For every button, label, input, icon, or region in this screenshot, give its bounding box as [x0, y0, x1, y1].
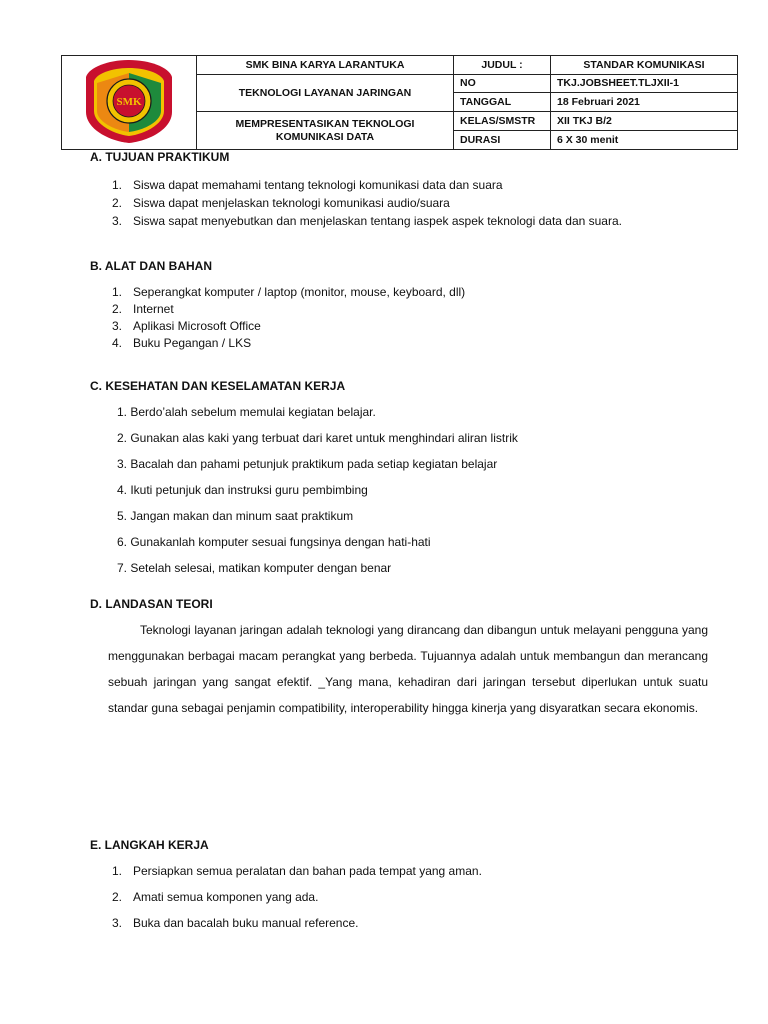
durasi-label: DURASI	[454, 131, 551, 150]
list-item: 4. Ikuti petunjuk dan instruksi guru pembimbing	[117, 483, 368, 497]
school-logo	[79, 57, 179, 145]
durasi-value: 6 X 30 menit	[551, 131, 738, 150]
section-c-title: C. KESEHATAN DAN KESELAMATAN KERJA	[90, 379, 346, 393]
section-b-list	[112, 284, 465, 352]
list-item: 3. Bacalah dan pahami petunjuk praktikum pada setiap kegiatan belajar	[117, 457, 498, 471]
no-value: TKJ.JOBSHEET.TLJXII-1	[551, 75, 738, 93]
list-item: 1. Seperangkat komputer / laptop (monitor, mouse, keyboard, dll)	[112, 285, 466, 299]
judul-value: STANDAR KOMUNIKASI	[551, 56, 738, 75]
kelas-value: XII TKJ B/2	[551, 112, 738, 131]
section-d-paragraph: Teknologi layanan jaringan adalah teknologi yang dirancang dan dibangun untuk melayani pengguna yang menggunakan berbagai macam perangkat yang berbeda. Tujuannya adalah untuk membangun dan merancang sebuah jaringan yang sangat efektif. _Yang mana, kehadiran dari jaringan tersebut diperlukan untuk suatu standar guna sebagai penjamin compatibility, interoperability hingga kinerja yang disyaratkan secara ekonomis.	[108, 623, 708, 715]
list-item: 1. Persiapkan semua peralatan dan bahan pada tempat yang aman.	[112, 864, 482, 878]
list-item: 3. Siswa sapat menyebutkan dan menjelaskan tentang iaspek aspek teknologi data dan suara.	[112, 214, 622, 228]
topic-line-1: MEMPRESENTASIKAN TEKNOLOGI	[235, 117, 415, 130]
list-item: 4. Buku Pegangan / LKS	[112, 336, 252, 350]
list-item: 1. Siswa dapat memahami tentang teknologi komunikasi data dan suara	[112, 178, 503, 192]
header-table	[61, 55, 738, 150]
list-item: 1. Berdo’alah sebelum memulai kegiatan belajar.	[117, 405, 376, 419]
section-e-title: E. LANGKAH KERJA	[90, 838, 209, 852]
judul-label: JUDUL :	[454, 56, 551, 75]
list-item: 5. Jangan makan dan minum saat praktikum	[117, 509, 354, 523]
no-label: NO	[454, 75, 551, 93]
school-name: SMK BINA KARYA LARANTUKA	[197, 56, 454, 75]
list-item: 2. Gunakan alas kaki yang terbuat dari karet untuk menghindari aliran listrik	[117, 431, 518, 445]
list-item: 3. Aplikasi Microsoft Office	[112, 319, 261, 333]
list-item: 2. Siswa dapat menjelaskan teknologi komunikasi audio/suara	[112, 196, 450, 210]
logo-text: SMK	[116, 95, 142, 108]
tanggal-label: TANGGAL	[454, 93, 551, 112]
list-item: 7. Setelah selesai, matikan komputer dengan benar	[117, 561, 392, 575]
list-item: 2. Amati semua komponen yang ada.	[112, 890, 319, 904]
program-name: TEKNOLOGI LAYANAN JARINGAN	[197, 75, 454, 112]
list-item: 3. Buka dan bacalah buku manual reference.	[112, 916, 359, 930]
list-item: 2. Internet	[112, 302, 174, 316]
section-a-list	[112, 176, 622, 230]
section-d-title: D. LANDASAN TEORI	[90, 597, 213, 611]
section-c-list	[117, 405, 518, 587]
kelas-label: KELAS/SMSTR	[454, 112, 551, 131]
section-b-title: B. ALAT DAN BAHAN	[90, 259, 212, 273]
section-a-title: A. TUJUAN PRAKTIKUM	[90, 150, 230, 164]
topic-title	[197, 112, 454, 150]
logo-cell	[62, 56, 197, 150]
list-item: 6. Gunakanlah komputer sesuai fungsinya dengan hati-hati	[117, 535, 431, 549]
topic-line-2: KOMUNIKASI DATA	[275, 130, 375, 143]
tanggal-value: 18 Februari 2021	[551, 93, 738, 112]
section-e-list	[112, 865, 482, 943]
